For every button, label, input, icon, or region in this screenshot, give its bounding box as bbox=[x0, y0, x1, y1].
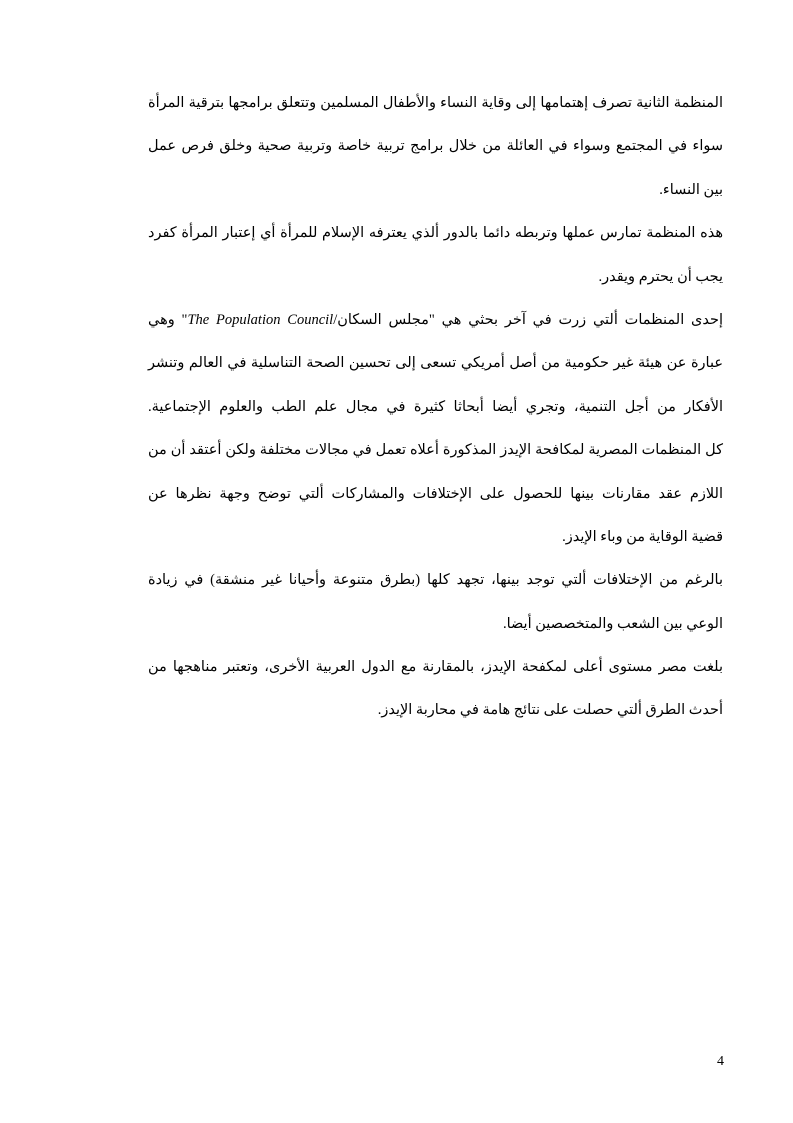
text-line-4: هذه المنظمة تمارس عملها وتربطه دائما بالدور ألذي يعترفه الإسلام للمرأة أي إعتبار المرأة كفرد bbox=[148, 225, 723, 242]
text-line-13: الوعي بين الشعب والمتخصصين أيضا. bbox=[502, 615, 723, 632]
text-line-11: قضية الوقاية من وباء الإيدز. bbox=[562, 528, 723, 545]
text-line-1: المنظمة الثانية تصرف إهتمامها إلى وقاية النساء والأطفال المسلمين وتتعلق برامجها بترقية المرأة bbox=[148, 95, 723, 111]
text-line-10: اللازم عقد مقارنات بينها للحصول على الإختلافات والمشاركات ألتي توضح وجهة نظرها عن bbox=[148, 485, 723, 502]
text-line-7: عبارة عن هيئة غير حكومية من أصل أمريكي تسعى إلى تحسين الصحة التناسلية في العالم وتنشر bbox=[148, 355, 723, 372]
text-line-2: سواء في المجتمع وسواء في العائلة من خلال برامج تربية خاصة وتربية صحية وخلق فرص عمل bbox=[148, 138, 723, 155]
text-line-9: كل المنظمات المصرية لمكافحة الإيدز المذكورة أعلاه تعمل في مجالات مختلفة ولكن أعتقد أن من bbox=[148, 442, 723, 459]
text-line-3: بين النساء. bbox=[659, 181, 723, 198]
text-line-15: أحدث الطرق ألتي حصلت على نتائج هامة في محاربة الإيدز. bbox=[377, 702, 723, 719]
text-line-12: بالرغم من الإختلافات ألتي توجد بينها، تجهد كلها (بطرق متنوعة وأحيانا غير منشقة) في زيادة bbox=[148, 572, 723, 589]
text-line-6-arabic-end: " وهي bbox=[148, 311, 188, 328]
text-line-6 bbox=[148, 305, 723, 348]
text-line-5: يجب أن يحترم ويقدر. bbox=[598, 268, 723, 285]
body-text bbox=[148, 88, 723, 739]
text-line-14: بلغت مصر مستوى أعلى لمكفحة الإيدز، بالمقارنة مع الدول العربية الأخرى، وتعتبر مناهجها من bbox=[148, 659, 723, 676]
text-line-6-arabic-start: إحدى المنظمات ألتي زرت في آخر بحثي هي "مجلس السكان/ bbox=[333, 311, 723, 328]
text-line-8: الأفكار من أجل التنمية، وتجري أيضا أبحاثا كثيرة في مجال علم الطب والعلوم الإجتماعية. bbox=[148, 398, 723, 415]
organization-name-english: The Population Council bbox=[187, 311, 334, 328]
page-number: 4 bbox=[717, 1054, 724, 1069]
